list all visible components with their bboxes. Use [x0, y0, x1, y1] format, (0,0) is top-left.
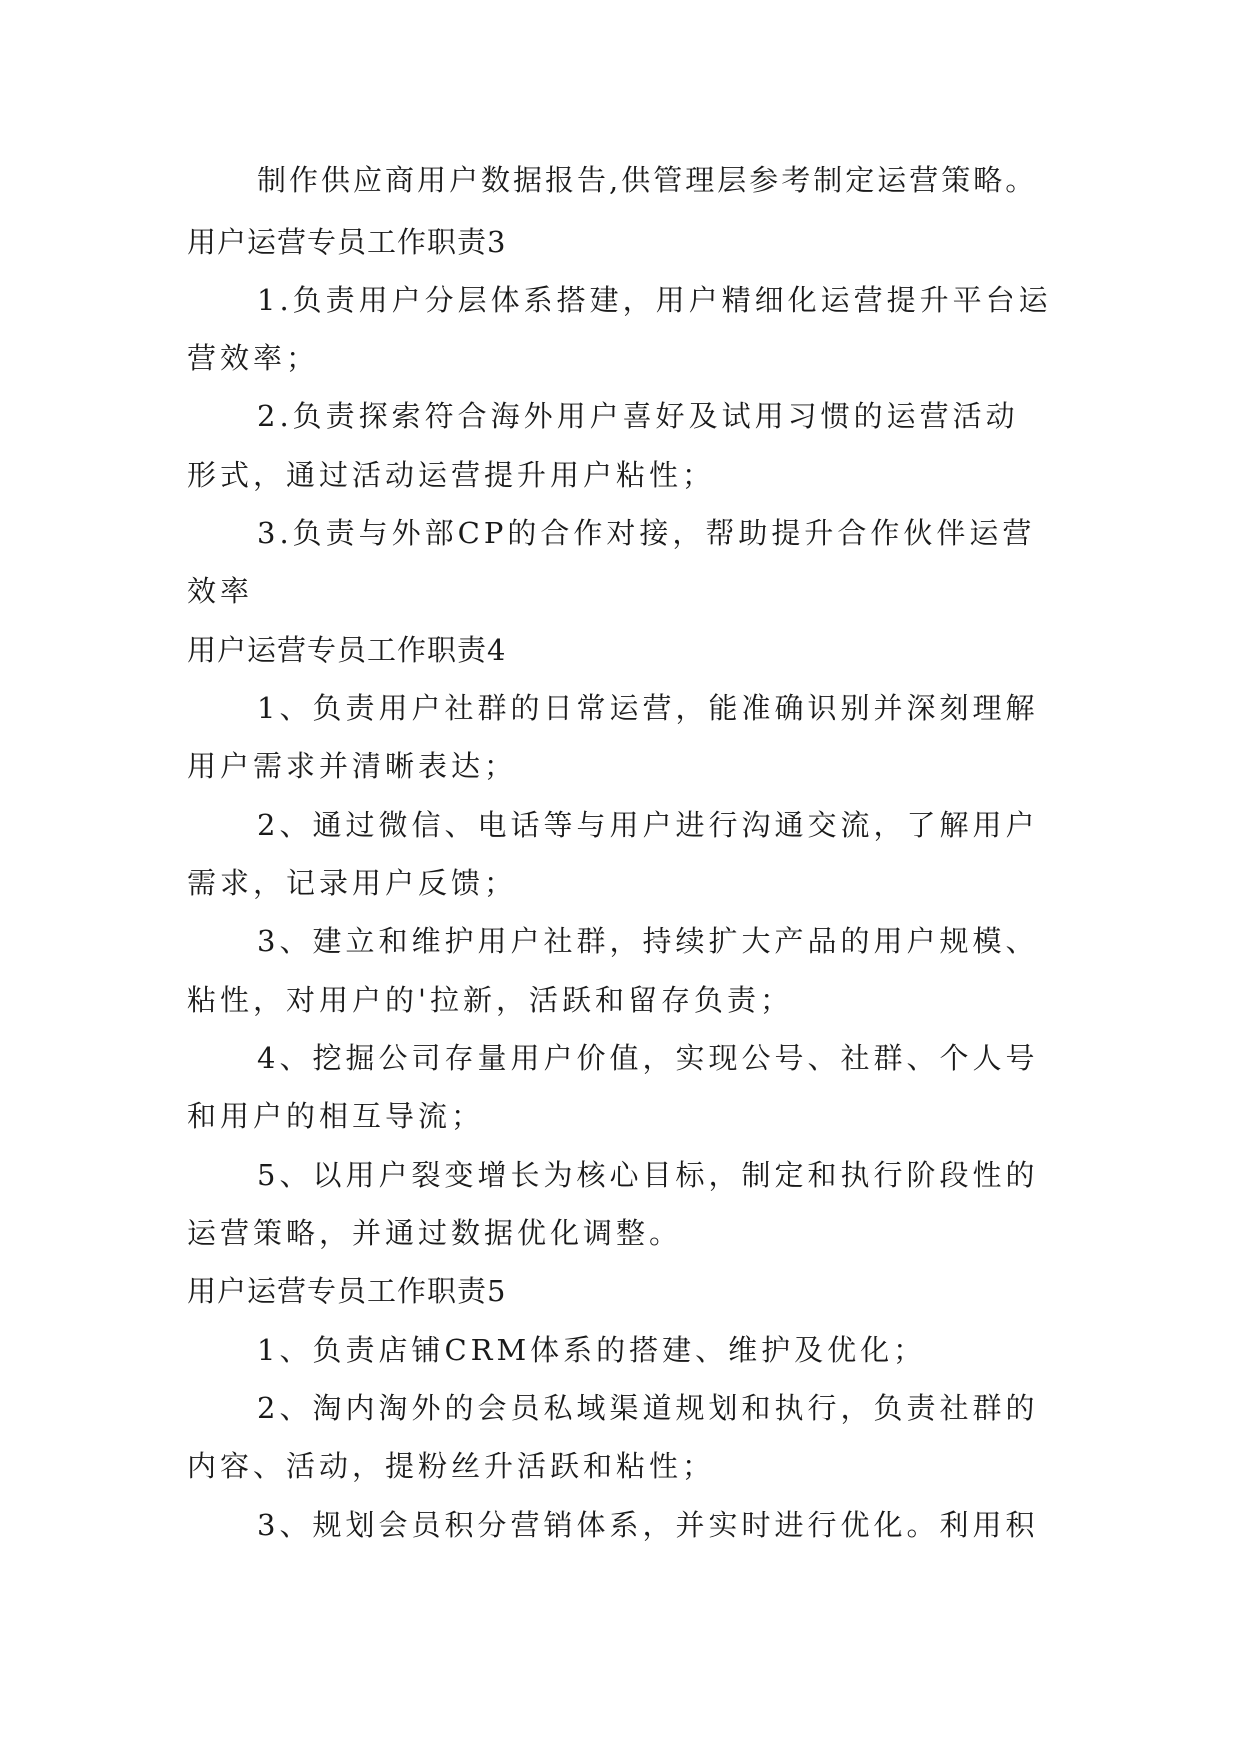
text-line: 2、通过微信、电话等与用户进行沟通交流，了解用户 [257, 808, 1039, 842]
section-heading: 用户运营专员工作职责4 [187, 633, 507, 667]
section-heading: 用户运营专员工作职责5 [187, 1274, 507, 1308]
text-line: 3.负责与外部CP的合作对接，帮助提升合作伙伴运营 [257, 516, 1036, 550]
text-line: 1.负责用户分层体系搭建，用户精细化运营提升平台运 [257, 283, 1052, 317]
text-line: 效率 [187, 574, 254, 608]
text-line: 粘性，对用户的'拉新，活跃和留存负责； [187, 983, 793, 1017]
text-line: 3、规划会员积分营销体系，并实时进行优化。利用积 [257, 1508, 1039, 1542]
text-line: 需求，记录用户反馈； [187, 866, 518, 900]
section-heading: 用户运营专员工作职责3 [187, 225, 507, 259]
text-line: 5、以用户裂变增长为核心目标，制定和执行阶段性的 [257, 1158, 1039, 1192]
text-line: 和用户的相互导流； [187, 1099, 485, 1133]
text-line: 4、挖掘公司存量用户价值，实现公号、社群、个人号 [257, 1041, 1039, 1075]
text-line: 内容、活动，提粉丝升活跃和粘性； [187, 1449, 716, 1483]
text-line: 制作供应商用户数据报告,供管理层参考制定运营策略。 [257, 163, 1038, 197]
text-line: 1、负责店铺CRM体系的搭建、维护及优化； [257, 1333, 927, 1367]
text-line: 形式，通过活动运营提升用户粘性； [187, 458, 716, 492]
text-line: 营效率； [187, 341, 320, 375]
text-line: 2、淘内淘外的会员私域渠道规划和执行，负责社群的 [257, 1391, 1039, 1425]
text-line: 3、建立和维护用户社群，持续扩大产品的用户规模、 [257, 924, 1039, 958]
text-line: 2.负责探索符合海外用户喜好及试用习惯的运营活动 [257, 399, 1019, 433]
text-line: 运营策略，并通过数据优化调整。 [187, 1216, 683, 1250]
text-line: 用户需求并清晰表达； [187, 749, 518, 783]
text-line: 1、负责用户社群的日常运营，能准确识别并深刻理解 [257, 691, 1039, 725]
